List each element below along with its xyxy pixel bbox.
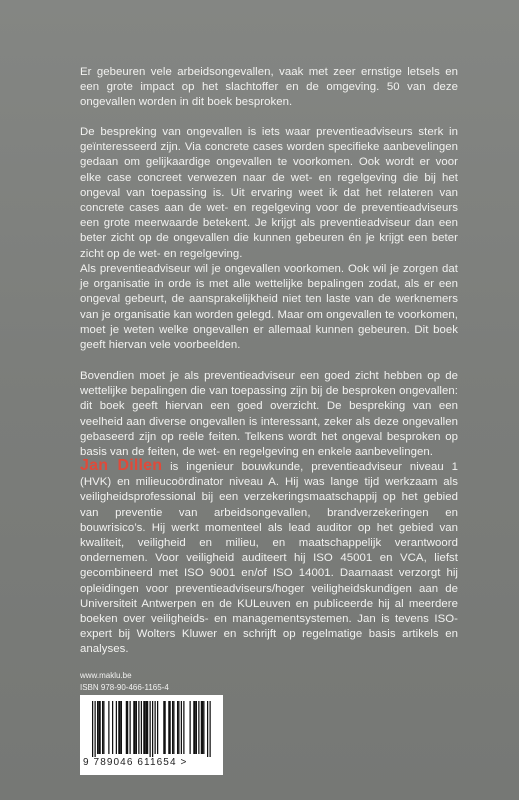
barcode-digits: 9 789046 611654 >: [83, 757, 188, 768]
barcode-bar: [98, 701, 99, 754]
barcode-bar: [173, 701, 174, 754]
publisher-info: [80, 670, 280, 694]
barcode-bar: [168, 701, 169, 754]
barcode-bar: [145, 701, 146, 754]
barcode-bar: [130, 701, 131, 754]
barcode-bar: [155, 701, 156, 754]
body-paragraph-legislation: Bovendien moet je als preventieadviseur een goed zicht hebben op de wettelijke bepalingen die van toepassing zijn bij de besproken ongevallen: dit boek geeft hiervan een goed overzicht. De bespreking van een veelheid aan diverse ongevallen is interessant, zeker als deze ongevallen gebaseerd zijn op reële feiten. Telkens wordt het ongeval besproken op basis van de feiten, de wet- en regelgeving en enkele aanbevelingen.: [80, 370, 458, 459]
barcode: [80, 695, 223, 775]
barcode-bar: [136, 701, 137, 754]
barcode-bar: [152, 701, 153, 757]
barcode-bar: [150, 701, 151, 757]
barcode-bar: [198, 701, 199, 754]
barcode-bar: [157, 701, 158, 754]
barcode-bar: [202, 701, 203, 754]
barcode-bar: [102, 701, 103, 754]
barcode-bar: [183, 701, 184, 754]
barcode-bar: [146, 701, 147, 754]
barcode-bar: [172, 701, 173, 754]
barcode-bar: [126, 701, 127, 754]
barcode-bar: [170, 701, 171, 754]
barcode-bar: [121, 701, 122, 754]
barcode-bar: [165, 701, 166, 754]
barcode-bar: [177, 701, 178, 754]
barcode-bar: [100, 701, 101, 754]
barcode-bar: [141, 701, 142, 754]
barcode-bar: [181, 701, 182, 754]
author-bio-text: is ingenieur bouwkunde, preventieadviseur niveau 1 (HVK) en milieucoördinator niveau A. Hij was lange tijd werkzaam als veiligheidsprofessional bij een verzekeringsmaatschappij op het gebied van preventie van arbeidsongevallen, brandverzekeringen en bouwrisico’s. Hij werkt momenteel als lead auditor op het gebied van kwaliteit, veiligheid en milieu, en maatschappelijk verantwoord ondernemen. Voor veiligheid auditeert hij ISO 45001 en VCA, liefst gecombineerd met ISO 9001 en/of ISO 14001. Daarnaast verzorgt hij opleidingen voor preventieadviseurs/hoger veiligheidskundigen aan de Universiteit Antwerpen en de KULeuven en publiceerde hij al meerdere boeken over veiligheids- en managementsystemen. Jan is tevens ISO-expert bij Wolters Kluwer en schrijft op regelmatige basis artikels en analyses.: [80, 461, 459, 656]
barcode-bar: [147, 701, 148, 754]
barcode-bar: [178, 701, 179, 754]
barcode-bar: [135, 701, 136, 754]
barcode-bar: [203, 701, 204, 754]
author-name: Jan Dillen: [80, 457, 163, 474]
barcode-bar: [116, 701, 117, 754]
barcode-bar: [196, 701, 197, 754]
barcode-bar: [127, 701, 128, 754]
body-paragraph-prevention: Als preventieadviseur wil je ongevallen voorkomen. Ook wil je zorgen dat je organisatie in orde is met alle wettelijke bepalingen zodat, als er een ongeval gebeurt, de aansprakelijkheid niet ten laste van de werknemers van je organisatie kan worden gelegd. Maar om ongevallen te voorkomen, moet je weten welke ongevallen er allemaal kunnen gebeuren. Dit boek geeft hiervan vele voorbeelden.: [80, 263, 458, 352]
barcode-bar: [210, 701, 211, 757]
publisher-website: www.maklu.be: [80, 671, 132, 680]
barcode-bars: [80, 695, 223, 757]
barcode-bar: [95, 701, 96, 757]
body-paragraph-cases: De bespreking van ongevallen is iets waar preventieadviseurs sterk in geïnteresseerd zijn. Via concrete cases worden specifieke aanbevelingen gedaan om gelijkaardige ongevallen te voorkomen. Ook wordt er voor elke case concreet verwezen naar de wet- en regelgeving die bij het ongeval van toepassing is. Uit ervaring weet ik dat het relateren van concrete cases aan de wet- en regelgeving voor de preventieadviseurs een grote meerwaarde betekent. Je krijgt als preventieadviseur dan een beter zicht op de ongevallen die kunnen gebeuren én je krijgt een beter zicht op de wet- en regelgeving.: [80, 126, 458, 260]
barcode-bar: [207, 701, 208, 757]
barcode-bar: [92, 701, 93, 757]
barcode-bar: [163, 701, 164, 754]
isbn-label: ISBN 978-90-466-1165-4: [80, 683, 169, 692]
barcode-bar: [108, 701, 109, 754]
barcode-bar: [138, 701, 139, 754]
barcode-bar: [190, 701, 191, 754]
author-bio: [80, 458, 458, 658]
barcode-bar: [195, 701, 196, 754]
barcode-bar: [133, 701, 134, 754]
barcode-bar: [201, 701, 202, 754]
barcode-bar: [112, 701, 113, 754]
intro-paragraph: Er gebeuren vele arbeidsongevallen, vaak met zeer ernstige letsels en een grote impact op het slachtoffer en de omgeving. 50 van deze ongevallen worden in dit boek besproken.: [80, 66, 458, 109]
barcode-bar: [118, 701, 119, 754]
barcode-bar: [193, 701, 194, 754]
barcode-bar: [120, 701, 121, 754]
barcode-bar: [103, 701, 104, 754]
barcode-bar: [97, 701, 98, 754]
barcode-bar: [143, 701, 144, 754]
